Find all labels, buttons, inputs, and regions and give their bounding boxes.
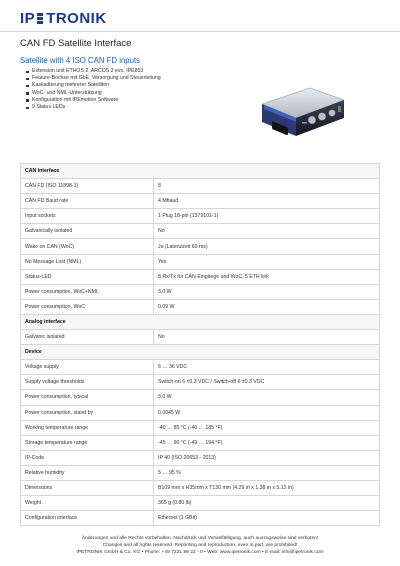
feature-item: Konfiguration mit IPEmotion Software [26, 97, 161, 104]
spec-label: Working temperature range [21, 420, 154, 435]
spec-row [21, 375, 380, 390]
spec-row [21, 496, 380, 511]
page-footer [0, 535, 400, 556]
spec-label: Galvanically isolated [21, 224, 154, 239]
spec-value: Ethernet (1 GBit) [154, 511, 380, 526]
feature-item: Feature-Bochse mit GbE, Versorgung und Steuerleitung [26, 75, 161, 82]
spec-row [21, 179, 380, 194]
footer-contact: IPETRONIK GmbH & Co. KG • Phone: +49 7221 99 22 - 0 • Web: www.ipetronik.com • E-mail: info@ipetronik.com [76, 550, 324, 555]
spec-row [21, 239, 380, 254]
spec-value: 0.0045 W [154, 405, 380, 420]
spec-label: Weight [21, 496, 154, 511]
feature-item: WoC- und NML-Unterstützung [26, 90, 161, 97]
spec-value: 4 Mbaud [154, 194, 380, 209]
spec-value: -40 … 85 °C (-40 … 185 °F) [154, 420, 380, 435]
spec-row [21, 254, 380, 269]
spec-row [21, 420, 380, 435]
spec-label: Configuration interface [21, 511, 154, 526]
spec-value: Yes [154, 254, 380, 269]
spec-row [21, 450, 380, 465]
footer-legal-de: Änderungen und alle Rechte vorbehalten. Nachdruck und Vervielfältigung, auch auszugsweise sind verboten! [81, 536, 319, 541]
spec-label: Power consumption, stand by [21, 405, 154, 420]
spec-section-row [21, 314, 380, 329]
spec-value: IP 40 (ISO 20653 - 2013) [154, 450, 380, 465]
spec-row [21, 330, 380, 345]
spec-row [21, 435, 380, 450]
spec-label: Power consumption, WoC [21, 299, 154, 314]
spec-label: Storage temperature range [21, 435, 154, 450]
spec-row [21, 269, 380, 284]
spec-row [21, 299, 380, 314]
spec-value: 8 Rx/Tx für CAN Eingänge und WoC, 5 ETH link [154, 269, 380, 284]
brand-logo-mark [36, 11, 45, 25]
spec-label: Status-LED [21, 269, 154, 284]
footer-legal-en: Changes and all rights reserved. Reprinting and reproduction, even in part, are prohibited! [102, 543, 298, 548]
spec-section-row [21, 164, 380, 179]
spec-row [21, 405, 380, 420]
spec-label: Power consumption, WoC+NML [21, 284, 154, 299]
product-image [252, 82, 348, 140]
feature-item: Kaskadierung mehrerer Satelliten [26, 82, 161, 89]
spec-section-title: CAN Interface [21, 164, 380, 179]
spec-value: -45 … 90 °C (-49 … 194 °F) [154, 435, 380, 450]
spec-label: CAN FD (ISO 11898-1) [21, 179, 154, 194]
spec-section-row [21, 345, 380, 360]
spec-row [21, 209, 380, 224]
spec-label: Power consumption, typical [21, 390, 154, 405]
spec-label: Relative humidity [21, 465, 154, 480]
spec-label: Supply voltage thresholds [21, 375, 154, 390]
spec-value: 6 … 36 VDC [154, 360, 380, 375]
brand-logo [20, 10, 107, 26]
spec-row [21, 511, 380, 526]
spec-section-title: Analog interface [21, 314, 380, 329]
spec-label: Dimensions [21, 480, 154, 495]
spec-label: Wake on CAN (WoC) [21, 239, 154, 254]
spec-label: No Message Lost (NML) [21, 254, 154, 269]
spec-value: No [154, 224, 380, 239]
page-title: CAN FD Satellite Interface [20, 38, 132, 49]
spec-value: 5 … 95 % [154, 465, 380, 480]
spec-row [21, 284, 380, 299]
spec-row [21, 194, 380, 209]
spec-label: Input sockets [21, 209, 154, 224]
page-subtitle: Satellite with 4 ISO CAN FD inputs [20, 56, 141, 65]
spec-value: Ja (Latenzzeit 60 ms) [154, 239, 380, 254]
spec-value: B109 mm x H35mm x T130 mm (4.29 in x 1.38 in x 5.12 in) [154, 480, 380, 495]
spec-row [21, 390, 380, 405]
spec-value: 3.0 W [154, 284, 380, 299]
spec-label: Voltage supply [21, 360, 154, 375]
spec-value: 1 Plug 18-pin (1379101-1) [154, 209, 380, 224]
spec-table [20, 163, 380, 526]
spec-label: IP-Code [21, 450, 154, 465]
spec-section-title: Device [21, 345, 380, 360]
brand-logo-right: TRONIK [46, 9, 107, 27]
spec-value: 8 [154, 179, 380, 194]
brand-logo-left: IP [20, 9, 36, 27]
spec-value: 0.09 W [154, 299, 380, 314]
spec-value: 3.0 W [154, 390, 380, 405]
spec-label: CAN FD Baud rate [21, 194, 154, 209]
feature-item: Extension unit ETHOS 2, ARCOS 2 evo, IPE853 [26, 68, 161, 75]
spec-row [21, 360, 380, 375]
spec-row [21, 465, 380, 480]
feature-item: 9 Status LEDs [26, 104, 161, 111]
feature-list [26, 68, 161, 111]
spec-value: Switch-on 6 ±0.3 VDC / Switch-off 6 ±0.3 VDC [154, 375, 380, 390]
spec-row [21, 480, 380, 495]
spec-value: 365 g (0.80 lb) [154, 496, 380, 511]
spec-label: Galvanic isolated [21, 330, 154, 345]
spec-value: No [154, 330, 380, 345]
header-divider [0, 31, 400, 32]
spec-row [21, 224, 380, 239]
